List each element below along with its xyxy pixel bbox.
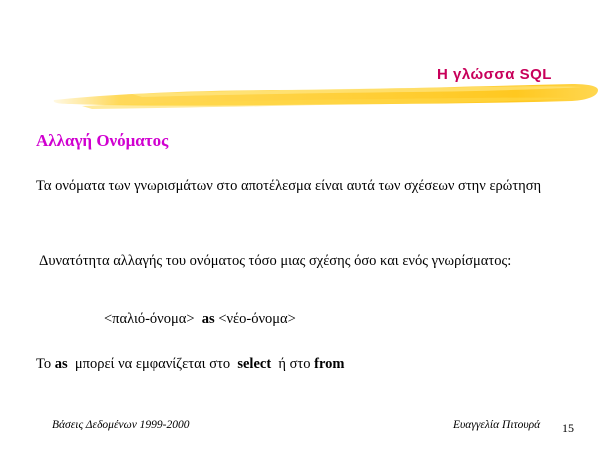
usage-select-keyword: select	[237, 356, 272, 372]
usage-as-keyword: as	[54, 356, 68, 372]
footer-course: Βάσεις Δεδομένων 1999-2000	[52, 419, 190, 431]
header-title: Η γλώσσα SQL	[437, 66, 552, 83]
paragraph-as-usage	[36, 353, 344, 375]
usage-connector: ή στο	[278, 356, 311, 372]
footer-page-number: 15	[562, 421, 574, 435]
usage-from-keyword: from	[314, 356, 345, 372]
syntax-as-keyword: as	[201, 311, 215, 327]
syntax-old-name: <παλιό-όνομα>	[104, 311, 195, 327]
rename-syntax	[104, 311, 296, 328]
header-brush-stroke	[52, 80, 600, 114]
syntax-new-name: <νέο-όνομα>	[218, 311, 296, 327]
footer-author: Ευαγγελία Πιτουρά	[453, 419, 541, 431]
usage-prefix: Το	[36, 356, 52, 372]
paragraph-rename-ability: Δυνατότητα αλλαγής του ονόματος τόσο μιας σχέσης όσο και ενός γνωρίσματος:	[39, 253, 512, 269]
slide-title: Αλλαγή Ονόματος	[36, 131, 169, 150]
paragraph-attribute-names: Τα ονόματα των γνωρισμάτων στο αποτέλεσμα είναι αυτά των σχέσεων στην ερώτηση	[36, 178, 542, 194]
usage-middle: μπορεί να εμφανίζεται στο	[74, 356, 231, 372]
